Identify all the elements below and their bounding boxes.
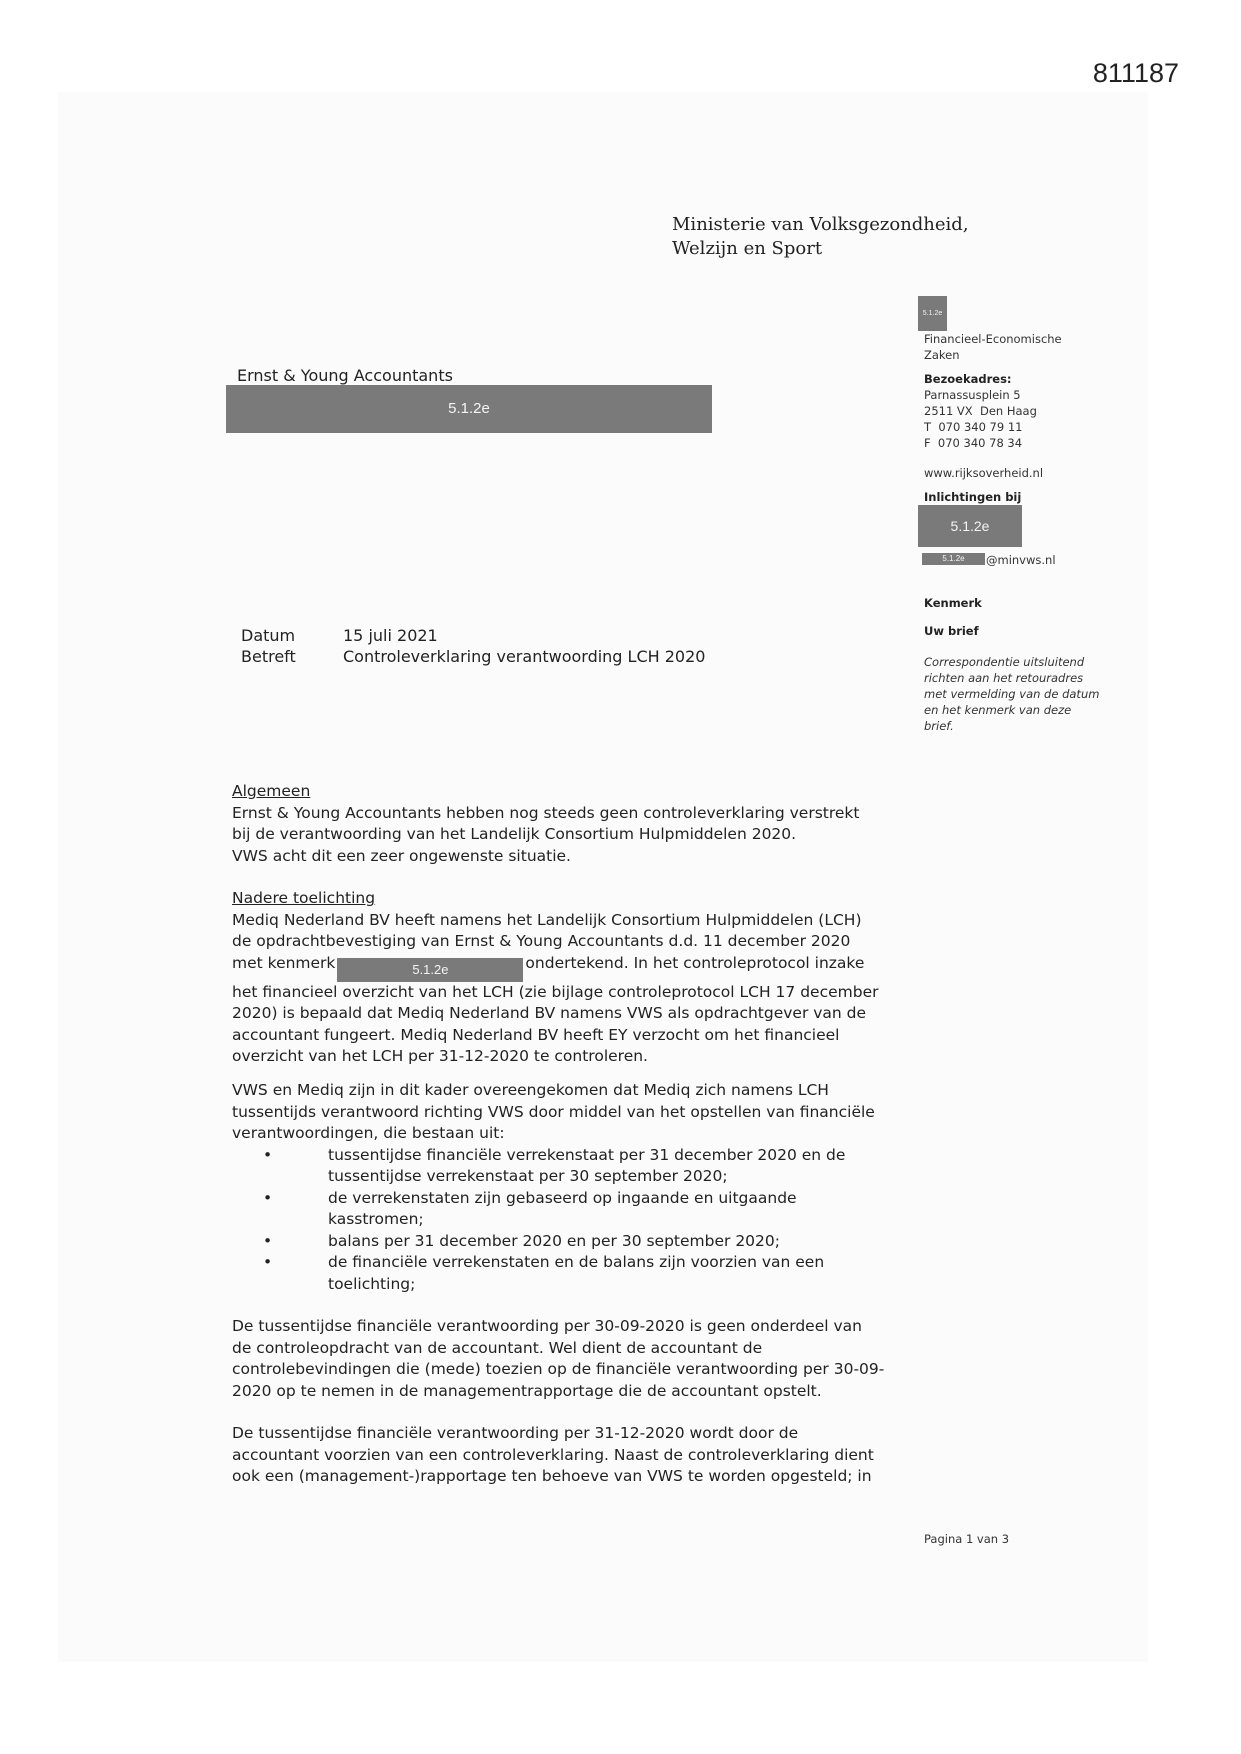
- your-letter-heading: Uw brief: [924, 624, 979, 638]
- addressee-redaction: 5.1.2e: [226, 385, 712, 433]
- subject-value: Controleverklaring verantwoording LCH 2020: [343, 647, 706, 666]
- list-item: • tussentijdse financiële verrekenstaat per 31 december 2020 en de tussentijdse verrekenstaat per 30 september 2020;: [232, 1145, 922, 1188]
- body-line: verantwoordingen, die bestaan uit:: [232, 1124, 505, 1142]
- info-heading: Inlichtingen bij: [924, 490, 1022, 504]
- email-redaction: 5.1.2e: [922, 553, 985, 565]
- body-line: 2020 op te nemen in de managementrapportage die de accountant opstelt.: [232, 1381, 822, 1400]
- addressee-name: Ernst & Young Accountants: [237, 366, 453, 385]
- general-heading: Algemeen: [232, 782, 311, 800]
- body-line: tussentijds verantwoord richting VWS door middel van het opstellen van financiële: [232, 1102, 875, 1121]
- note-line: met vermelding van de datum: [924, 687, 1100, 701]
- list-item: • de verrekenstaten zijn gebaseerd op ingaande en uitgaande kasstromen;: [232, 1188, 922, 1231]
- component-list: [232, 1145, 922, 1296]
- department-line-1: Financieel-Economische: [924, 332, 1062, 346]
- contact-redaction: 5.1.2e: [918, 505, 1022, 547]
- body-line: de controleopdracht van de accountant. Wel dient de accountant de: [232, 1338, 763, 1357]
- body-line: ook een (management-)rapportage ten behoeve van VWS te worden opgesteld; in: [232, 1467, 872, 1485]
- note-line: brief.: [924, 719, 954, 733]
- body-line: Ernst & Young Accountants hebben nog steeds geen controleverklaring verstrekt: [232, 803, 860, 822]
- department-line-2: Zaken: [924, 348, 960, 362]
- kenmerk-prefix: met kenmerk: [232, 953, 336, 972]
- section-agreement: [232, 1080, 922, 1295]
- body-line: bij de verantwoording van het Landelijk Consortium Hulpmiddelen 2020.: [232, 825, 797, 843]
- website-link[interactable]: www.rijksoverheid.nl: [924, 466, 1044, 480]
- correspondence-note: [924, 654, 1144, 734]
- kenmerk-suffix: ondertekend. In het controleprotocol inzake: [525, 953, 865, 972]
- subject-label: Betreft: [241, 647, 296, 666]
- visit-address-heading: Bezoekadres:: [924, 372, 1012, 386]
- ministry-logo-text: [672, 213, 969, 261]
- detail-heading: Nadere toelichting: [232, 889, 376, 907]
- body-line: de opdrachtbevestiging van Ernst & Young Accountants d.d. 11 december 2020: [232, 932, 851, 950]
- list-item: • de financiële verrekenstaten en de balans zijn voorzien van een toelichting;: [232, 1252, 922, 1295]
- note-line: en het kenmerk van deze: [924, 703, 1072, 717]
- list-item: • balans per 31 december 2020 en per 30 september 2020;: [232, 1231, 922, 1253]
- section-interim: [232, 1316, 922, 1402]
- note-line: richten aan het retouradres: [924, 671, 1084, 685]
- body-line: Mediq Nederland BV heeft namens het Landelijk Consortium Hulpmiddelen (LCH): [232, 910, 862, 929]
- section-final: [232, 1423, 922, 1488]
- body-line: overzicht van het LCH per 31-12-2020 te controleren.: [232, 1047, 648, 1065]
- body-line: 2020) is bepaald dat Mediq Nederland BV namens VWS als opdrachtgever van de: [232, 1004, 867, 1022]
- body-line: De tussentijdse financiële verantwoording per 30-09-2020 is geen onderdeel van: [232, 1317, 862, 1335]
- body-line: accountant fungeert. Mediq Nederland BV heeft EY verzocht om het financieel: [232, 1025, 840, 1044]
- ministry-name-line-2: Welzijn en Sport: [672, 238, 823, 259]
- body-line: het financieel overzicht van het LCH (zie bijlage controleprotocol LCH 17 december: [232, 982, 879, 1001]
- document-id: 811187: [1092, 58, 1179, 88]
- visit-street: Parnassusplein 5: [924, 388, 1021, 402]
- body-line: [232, 953, 922, 982]
- body-line: VWS en Mediq zijn in dit kader overeengekomen dat Mediq zich namens LCH: [232, 1081, 829, 1099]
- kenmerk-redaction: 5.1.2e: [337, 958, 523, 982]
- page-number: Pagina 1 van 3: [924, 1532, 1010, 1546]
- reference-heading: Kenmerk: [924, 596, 982, 610]
- sidebar-top-redaction: 5.1.2e: [918, 296, 947, 331]
- section-general: [232, 781, 922, 867]
- visit-phone: T 070 340 79 11: [924, 420, 1023, 434]
- visit-address-block: [924, 371, 1144, 451]
- body-line: controlebevindingen die (mede) toezien op de financiële verantwoording per 30-09-: [232, 1360, 885, 1378]
- visit-fax: F 070 340 78 34: [924, 436, 1023, 450]
- visit-postal: 2511 VX Den Haag: [924, 404, 1037, 418]
- note-line: Correspondentie uitsluitend: [924, 655, 1085, 669]
- body-line: accountant voorzien van een controleverklaring. Naast de controleverklaring dient: [232, 1445, 874, 1464]
- date-value: 15 juli 2021: [343, 626, 438, 645]
- department-block: [924, 331, 1144, 363]
- date-label: Datum: [241, 626, 296, 645]
- body-line: VWS acht dit een zeer ongewenste situatie.: [232, 846, 571, 865]
- body-line: De tussentijdse financiële verantwoording per 31-12-2020 wordt door de: [232, 1424, 799, 1442]
- section-detail: [232, 888, 922, 1068]
- email-domain: @minvws.nl: [986, 553, 1056, 567]
- letter-meta: [241, 625, 705, 667]
- ministry-name-line-1: Ministerie van Volksgezondheid,: [672, 214, 969, 235]
